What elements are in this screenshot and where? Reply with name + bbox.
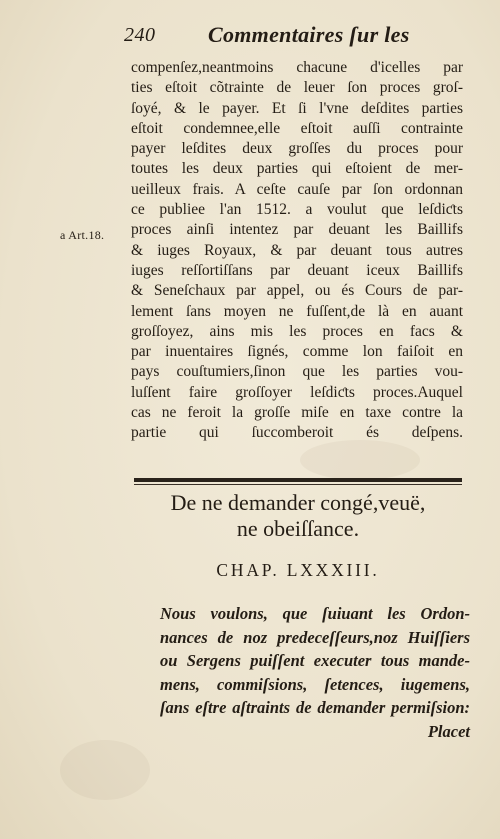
text-line: par inuentaires ſignés, comme lon faiſoit en — [131, 343, 463, 361]
text-line: ſoyé, & le payer. Et ſi l'vne deſdites parties — [131, 99, 463, 117]
running-title: Commentaires ſur les — [208, 22, 410, 47]
text-line: pays couſtumiers,ſinon que les parties vou- — [131, 363, 463, 381]
text-line: proces ainſi intentez par deuant les Baillifs — [131, 221, 463, 239]
text-line: groſſoyez, ains mis les proces en facs & — [131, 322, 463, 340]
italic-line: Placet — [427, 721, 470, 741]
italic-paragraph — [160, 602, 470, 743]
text-line: luſſent faire groſſoyer leſdiƈts proces.Auquel — [131, 383, 463, 401]
margin-note: a Art.18. — [60, 228, 105, 242]
text-line: iuges reſſortiſſans par deuant iceux Baillifs — [131, 261, 463, 279]
text-line: ce publiee l'an 1512. a voulut que leſdiƈts — [131, 201, 463, 219]
text-line: partie qui ſuccomberoit és deſpens. — [131, 424, 463, 442]
page-header — [124, 22, 454, 52]
chapter-title-line: De ne demander congé,veuë, — [170, 490, 426, 515]
text-line: eſtoit condemnee,elle eſtoit auſſi contrainte — [131, 119, 463, 137]
section-rule — [134, 478, 462, 482]
chapter-title — [134, 490, 462, 542]
text-line: toutes les deux parties qui eſtoient de mer- — [131, 160, 463, 178]
body-paragraph — [131, 58, 463, 464]
text-line — [131, 444, 463, 464]
italic-line: nances de noz predeceſſeurs,noz Huiſſiers — [160, 627, 470, 647]
text-line: & Seneſchaux par appel, ou és Cours de par- — [131, 282, 463, 300]
text-line: ties eſtoit cõtrainte de leuer ſon proces groſ- — [131, 79, 463, 97]
italic-line: Nous voulons, que ſuiuant les Ordon- — [160, 604, 470, 623]
italic-line: mens, commiſsions, ſetences, iugemens, — [160, 674, 470, 694]
text-line: & iuges Royaux, & par deuant tous autres — [131, 241, 463, 259]
text-line: lement ſans moyen ne fuſſent,de là en auant — [131, 302, 463, 320]
text-line: payer leſdites deux groſſes du proces pour — [131, 140, 463, 158]
page-number: 240 — [124, 24, 156, 46]
text-line: compenſez,neantmoins chacune d'icelles par — [131, 59, 463, 76]
italic-line: ſans eſtre aſtraints de demander permiſsion: — [160, 698, 470, 717]
paper-stain — [60, 740, 150, 800]
chapter-number: CHAP. LXXXIII. — [216, 560, 380, 580]
section-rule-thin — [134, 484, 462, 485]
text-line: cas ne feroit la groſſe miſe en taxe contre la — [131, 404, 463, 422]
italic-line: ou Sergens puiſſent executer tous mande- — [160, 651, 470, 670]
text-line: ueilleux frais. A ceſte cauſe par ſon ordonnan — [131, 180, 463, 198]
chapter-title-line: ne obeiſſance. — [236, 516, 360, 541]
